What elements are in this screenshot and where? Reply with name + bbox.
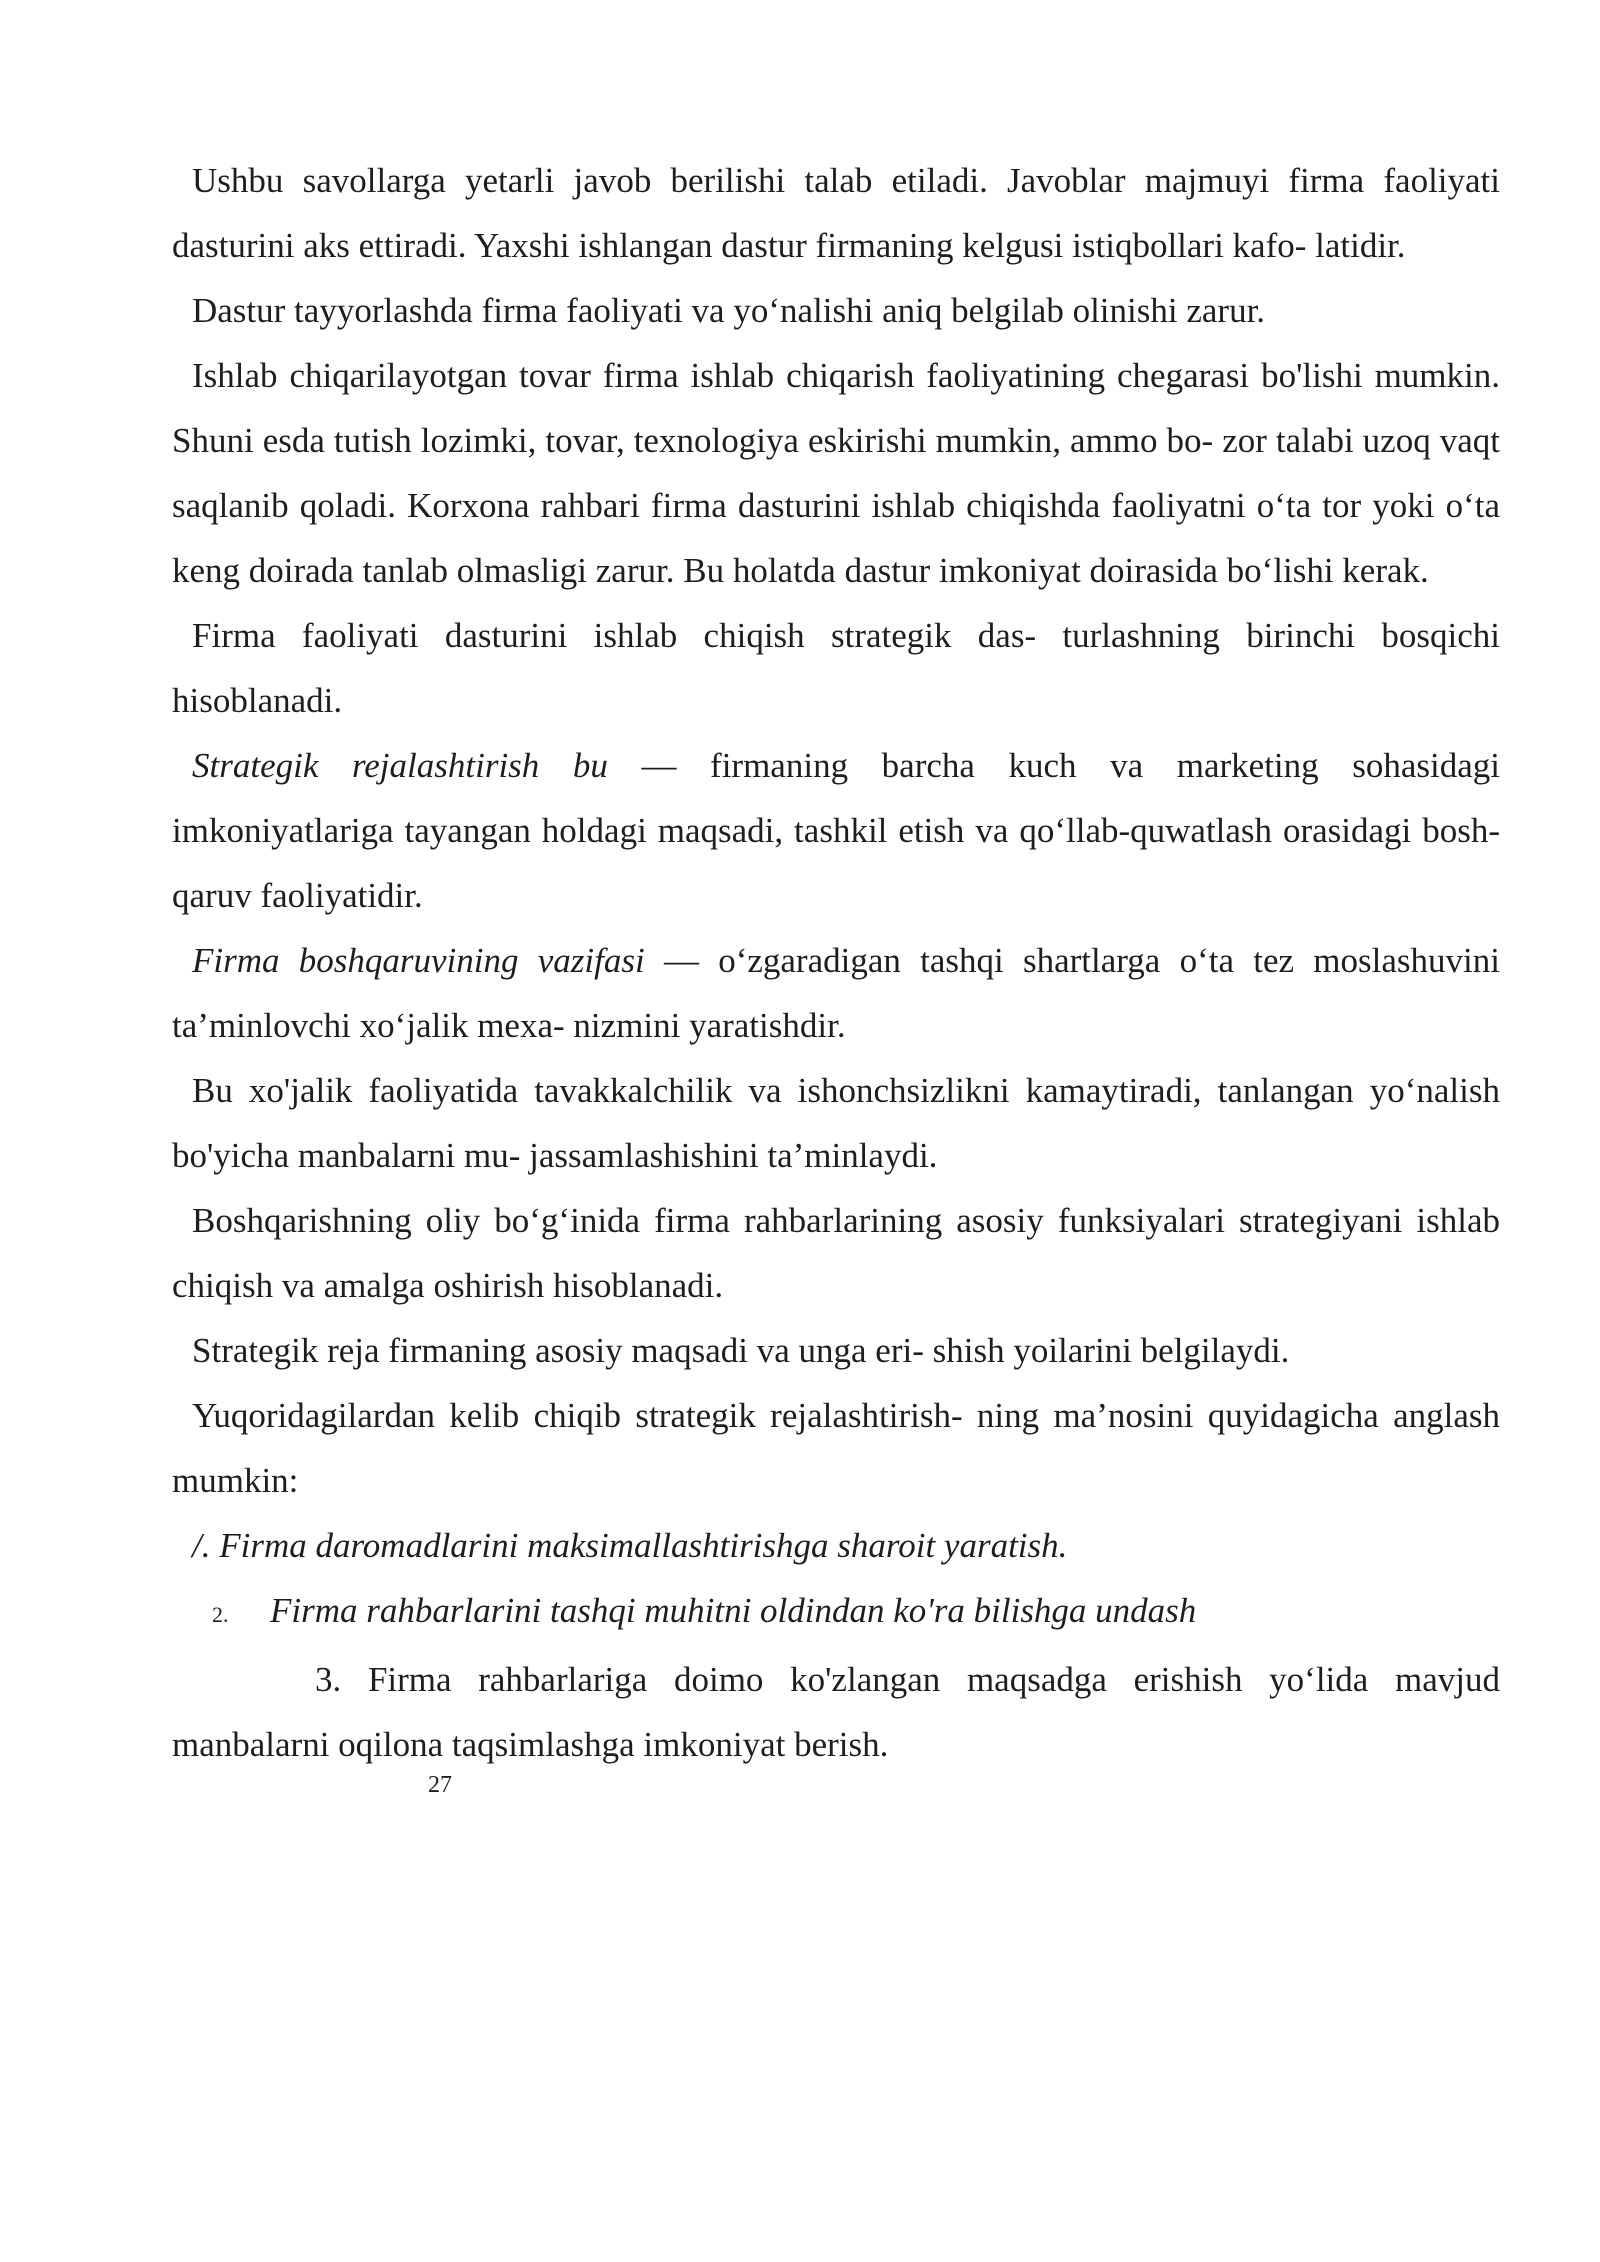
paragraph-3: Ishlab chiqarilayotgan tovar firma ishlab chiqarish faoliyatining chegarasi bo'lishi mumkin. Shuni esda tutish lozimki, tovar, texnologiya eskirishi mumkin, ammo bo- zor talabi uzoq vaqt saqlanib qoladi. Korxona rahbari firma dasturini ishlab chiqishda faoliyatni o‘ta tor yoki o‘ta keng doirada tanlab olmasligi zarur. Bu holatda dastur imkoniyat doirasida bo‘lishi kerak. [172,356,1500,590]
list-item-2-text: Firma rahbarlarini tashqi muhitni oldindan ko'ra bilishga undash [270,1591,1197,1630]
paragraph-9: Strategik reja firmaning asosiy maqsadi va unga eri- shish yoilarini belgilaydi. [192,1331,1290,1370]
paragraph-6-definition: — o‘zgaradigan tashqi shartlarga o‘ta tez moslashuvini ta’minlovchi xo‘jalik mexa- nizmini yaratishdir. [172,941,1500,1045]
term-firma-boshqaruvining-vazifasi: Firma boshqaruvining vazifasi [192,941,645,980]
page-number: 27 [428,1772,452,1798]
paragraph-4: Firma faoliyati dasturini ishlab chiqish strategik das- turlashning birinchi bosqichi hisoblanadi. [172,616,1500,720]
paragraph-1: Ushbu savollarga yetarli javob berilishi talab etiladi. Javoblar majmuyi firma faoliyati dasturini aks ettiradi. Yaxshi ishlangan dastur firmaning kelgusi istiqbollari kafo- latidir. [172,161,1500,265]
paragraph-2: Dastur tayyorlashda firma faoliyati va yo‘nalishi aniq belgilab olinishi zarur. [192,291,1266,330]
paragraph-5-definition: — firmaning barcha kuch va marketing sohasidagi imkoniyatlariga tayangan holdagi maqsadi, tashkil etish va qo‘llab-quwatlash orasidagi bosh- qaruv faoliyatidir. [172,746,1500,915]
paragraph-8: Boshqarishning oliy bo‘g‘inida firma rahbarlarining asosiy funksiyalari strategiyani ishlab chiqish va amalga oshirish hisoblanadi. [172,1201,1500,1305]
paragraph-5 [172,733,1500,928]
list-item-2-number: 2. [212,1602,229,1627]
paragraph-6 [172,928,1500,1058]
paragraph-10: Yuqoridagilardan kelib chiqib strategik rejalashtirish- ning ma’nosini quyidagicha anglash mumkin: [172,1396,1500,1500]
body-text [172,148,1500,1777]
paragraph-7: Bu xo'jalik faoliyatida tavakkalchilik va ishonchsizlikni kamaytiradi, tanlangan yo‘nalish bo'yicha manbalarni mu- jassamlashishini ta’minlaydi. [172,1071,1500,1175]
term-strategik-rejalashtirish: Strategik rejalashtirish bu [192,746,608,785]
list-item-3: 3. Firma rahbarlariga doimo ko'zlangan maqsadga erishish yo‘lida mavjud manbalarni oqilona taqsimlashga imkoniyat berish. [172,1660,1500,1764]
list-item-2 [172,1578,1500,1647]
list-item-1: /. Firma daromadlarini maksimallashtirishga sharoit yaratish. [192,1526,1068,1565]
